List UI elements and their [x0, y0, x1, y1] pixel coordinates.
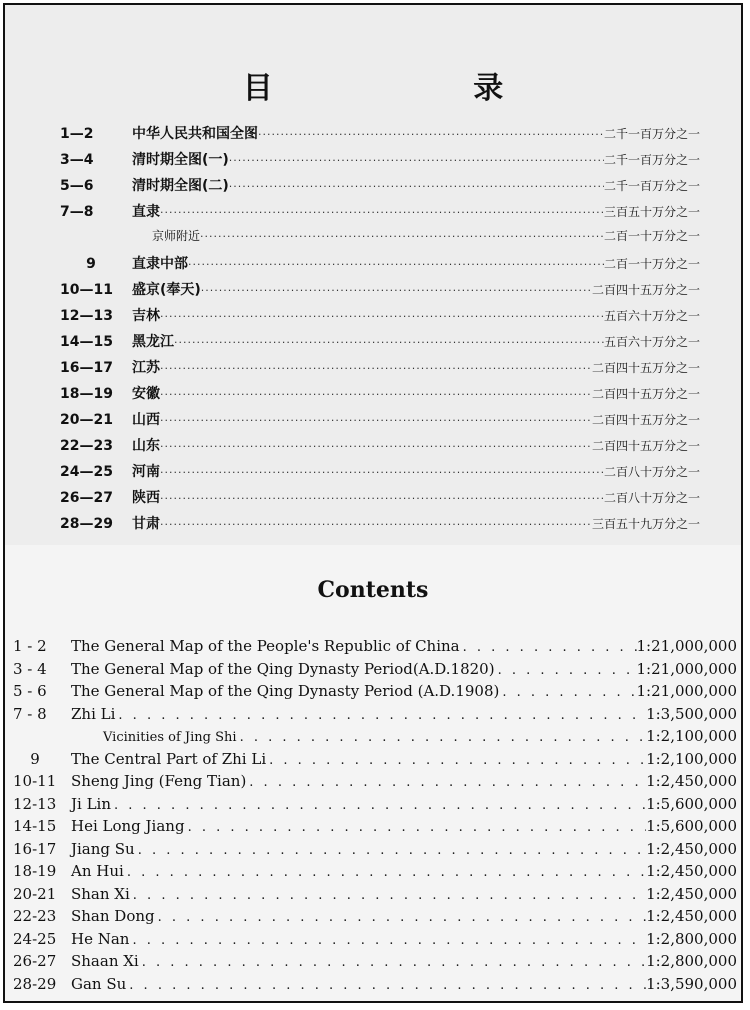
toc-page-range: 7 - 8: [13, 704, 47, 723]
toc-entry[interactable]: [13, 975, 737, 998]
toc-dot-leader: [129, 933, 646, 948]
toc-dot-leader: [160, 492, 604, 505]
toc-map-scale: 1:21,000,000: [636, 682, 737, 700]
toc-entry-title: 江苏: [132, 360, 160, 376]
toc-dot-leader: [174, 336, 604, 349]
toc-map-scale: 1:2,100,000: [646, 749, 737, 768]
toc-entry[interactable]: [60, 435, 700, 461]
toc-page-range: 7—8: [60, 204, 94, 220]
toc-map-scale: 二百四十五万分之一: [591, 283, 700, 297]
toc-page-range: 18—19: [60, 386, 113, 402]
toc-dot-leader: [188, 258, 604, 271]
toc-dot-leader: [160, 414, 592, 427]
toc-dot-leader: [155, 910, 646, 925]
toc-entry[interactable]: [60, 487, 700, 513]
page-frame: [3, 3, 743, 1003]
toc-page-range: 24-25: [13, 929, 57, 948]
toc-entry[interactable]: [13, 862, 737, 885]
toc-page-range: 3—4: [60, 152, 94, 168]
toc-map-scale: 二百四十五万分之一: [591, 361, 700, 375]
toc-map-scale: 1:2,100,000: [646, 727, 737, 745]
toc-entry[interactable]: [60, 461, 700, 487]
toc-entry[interactable]: [13, 637, 737, 660]
toc-entry[interactable]: [13, 907, 737, 930]
toc-entry-title: 安徽: [132, 386, 160, 402]
toc-page-range: 10-11: [13, 772, 57, 790]
toc-entry[interactable]: [13, 772, 737, 795]
english-contents-list: [13, 637, 737, 997]
toc-map-scale: 二百四十五万分之一: [591, 439, 700, 453]
toc-map-scale: 二百一十万分之一: [603, 229, 700, 243]
toc-entry-title: Zhi Li: [71, 704, 116, 723]
toc-entry[interactable]: [60, 383, 700, 409]
toc-map-scale: 二百八十万分之一: [603, 491, 700, 505]
toc-map-scale: 三百五十九万分之一: [591, 517, 700, 531]
toc-entry-title: He Nan: [71, 929, 130, 948]
toc-page-range: 26-27: [13, 952, 57, 970]
toc-dot-leader: [135, 843, 646, 858]
toc-page-range: 1 - 2: [13, 637, 47, 655]
toc-dot-leader: [229, 154, 604, 167]
toc-entry[interactable]: [60, 305, 700, 331]
toc-map-scale: 1:2,450,000: [646, 884, 737, 903]
toc-dot-leader: [201, 284, 592, 297]
toc-entry-title: 盛京(奉天): [132, 282, 201, 298]
toc-entry-title: Jiang Su: [71, 839, 135, 858]
toc-entry-title: 京师附近: [152, 229, 201, 243]
toc-entry[interactable]: [60, 227, 700, 253]
toc-dot-leader: [130, 888, 646, 903]
toc-dot-leader: [111, 798, 646, 813]
toc-map-scale: 二千一百万分之一: [603, 153, 700, 167]
toc-page-range: 9: [86, 256, 96, 272]
toc-page-range: 22-23: [13, 907, 57, 925]
toc-page-range: 22—23: [60, 438, 113, 454]
toc-map-scale: 1:5,600,000: [646, 817, 737, 835]
toc-entry-title: The General Map of the People's Republic of China: [71, 637, 460, 655]
toc-page-range: 20—21: [60, 412, 113, 428]
toc-dot-leader: [246, 775, 646, 790]
toc-dot-leader: [460, 640, 637, 655]
toc-entry[interactable]: [60, 149, 700, 175]
toc-page-range: 14—15: [60, 334, 113, 350]
toc-page-range: 28-29: [13, 974, 57, 993]
toc-entry-title: 山西: [132, 412, 160, 428]
toc-entry-title: Hei Long Jiang: [71, 817, 185, 835]
toc-page-range: 18-19: [13, 862, 57, 880]
toc-page-range: 16—17: [60, 360, 113, 376]
toc-entry-title: 直隶中部: [132, 256, 188, 272]
toc-dot-leader: [160, 518, 592, 531]
toc-page-range: 28—29: [60, 516, 113, 532]
toc-entry-title: The General Map of the Qing Dynasty Period (A.D.1908): [71, 682, 500, 700]
toc-entry[interactable]: [60, 409, 700, 435]
toc-entry-title: 陕西: [132, 490, 160, 506]
toc-page-range: 26—27: [60, 490, 113, 506]
toc-dot-leader: [160, 362, 592, 375]
toc-entry-title: 吉林: [132, 308, 160, 324]
toc-map-scale: 1:21,000,000: [636, 659, 737, 678]
toc-entry-title: 清时期全图(二): [132, 178, 229, 194]
toc-page-range: 10—11: [60, 282, 113, 298]
toc-dot-leader: [499, 685, 636, 700]
toc-entry[interactable]: [13, 750, 737, 773]
toc-map-scale: 二千一百万分之一: [603, 179, 700, 193]
toc-entry[interactable]: [13, 682, 737, 705]
toc-dot-leader: [160, 388, 592, 401]
toc-entry-title: Shaan Xi: [71, 952, 139, 970]
toc-entry[interactable]: [13, 952, 737, 975]
toc-entry-title: 直隶: [132, 204, 160, 220]
toc-dot-leader: [185, 820, 647, 835]
toc-map-scale: 1:2,800,000: [646, 952, 737, 970]
toc-entry[interactable]: [13, 660, 737, 683]
toc-dot-leader: [126, 978, 646, 993]
toc-entry-title: 黑龙江: [132, 334, 174, 350]
toc-entry-title: Shan Dong: [71, 907, 155, 925]
toc-dot-leader: [200, 230, 604, 243]
toc-entry-title: Gan Su: [71, 974, 127, 993]
toc-page-range: 12—13: [60, 308, 113, 324]
toc-dot-leader: [160, 206, 604, 219]
toc-entry[interactable]: [60, 279, 700, 305]
toc-entry-title: Sheng Jing (Feng Tian): [71, 772, 247, 790]
toc-dot-leader: [160, 440, 592, 453]
toc-entry[interactable]: [13, 727, 737, 750]
toc-map-scale: 1:2,450,000: [646, 907, 737, 925]
toc-entry[interactable]: [60, 123, 700, 149]
toc-map-scale: 1:3,590,000: [646, 974, 737, 993]
toc-dot-leader: [229, 180, 604, 193]
toc-entry[interactable]: [60, 357, 700, 383]
toc-entry-title: 河南: [132, 464, 160, 480]
toc-entry[interactable]: [60, 201, 700, 227]
toc-entry[interactable]: [60, 513, 700, 539]
toc-entry-title: The Central Part of Zhi Li: [71, 749, 267, 768]
toc-dot-leader: [160, 466, 604, 479]
toc-entry[interactable]: [60, 253, 700, 279]
toc-entry-title: Shan Xi: [71, 884, 130, 903]
toc-map-scale: 1:21,000,000: [636, 637, 737, 655]
toc-map-scale: 1:2,800,000: [646, 929, 737, 948]
toc-dot-leader: [160, 310, 604, 323]
toc-dot-leader: [495, 663, 637, 678]
toc-map-scale: 1:5,600,000: [646, 794, 737, 813]
toc-dot-leader: [124, 865, 646, 880]
toc-dot-leader: [115, 708, 646, 723]
toc-entry[interactable]: [60, 175, 700, 201]
toc-page-range: 3 - 4: [13, 659, 47, 678]
toc-page-range: 1—2: [60, 126, 94, 142]
english-contents-section: [5, 545, 741, 1001]
toc-dot-leader: [258, 128, 604, 141]
toc-page-range: 5 - 6: [13, 682, 47, 700]
toc-dot-leader: [237, 730, 646, 745]
toc-map-scale: 五百六十万分之一: [603, 309, 700, 323]
toc-entry[interactable]: [60, 331, 700, 357]
toc-entry-title: Vicinities of Jing Shi: [103, 730, 237, 745]
chinese-contents-section: [5, 5, 741, 545]
toc-page-range: 16-17: [13, 839, 57, 858]
toc-map-scale: 1:3,500,000: [646, 704, 737, 723]
toc-page-range: 14-15: [13, 817, 57, 835]
toc-entry[interactable]: [13, 885, 737, 908]
toc-entry[interactable]: [13, 705, 737, 728]
toc-entry-title: 清时期全图(一): [132, 152, 229, 168]
toc-entry[interactable]: [13, 795, 737, 818]
toc-map-scale: 二百四十五万分之一: [591, 413, 700, 427]
chinese-contents-title: 目 录: [242, 71, 599, 106]
toc-entry-title: 山东: [132, 438, 160, 454]
toc-page-range: 12-13: [13, 794, 57, 813]
toc-page-range: 5—6: [60, 178, 94, 194]
toc-map-scale: 二百八十万分之一: [603, 465, 700, 479]
toc-map-scale: 五百六十万分之一: [603, 335, 700, 349]
toc-entry-title: An Hui: [71, 862, 124, 880]
toc-entry[interactable]: [13, 840, 737, 863]
toc-map-scale: 1:2,450,000: [646, 839, 737, 858]
english-contents-title: Contents: [317, 577, 429, 603]
toc-dot-leader: [266, 753, 646, 768]
toc-map-scale: 1:2,450,000: [646, 772, 737, 790]
toc-entry-title: 甘肃: [132, 516, 160, 532]
toc-page-range: 9: [30, 749, 40, 768]
toc-entry-title: 中华人民共和国全图: [132, 126, 258, 142]
toc-entry[interactable]: [13, 930, 737, 953]
toc-map-scale: 三百五十万分之一: [603, 205, 700, 219]
toc-page-range: 20-21: [13, 884, 57, 903]
toc-map-scale: 1:2,450,000: [646, 862, 737, 880]
chinese-contents-list: [60, 123, 700, 539]
toc-entry-title: The General Map of the Qing Dynasty Period(A.D.1820): [71, 659, 495, 678]
toc-map-scale: 二百四十五万分之一: [591, 387, 700, 401]
toc-entry-title: Ji Lin: [71, 794, 111, 813]
toc-map-scale: 二百一十万分之一: [603, 257, 700, 271]
toc-dot-leader: [139, 955, 646, 970]
toc-page-range: 24—25: [60, 464, 113, 480]
toc-map-scale: 二千一百万分之一: [603, 127, 700, 141]
toc-entry[interactable]: [13, 817, 737, 840]
